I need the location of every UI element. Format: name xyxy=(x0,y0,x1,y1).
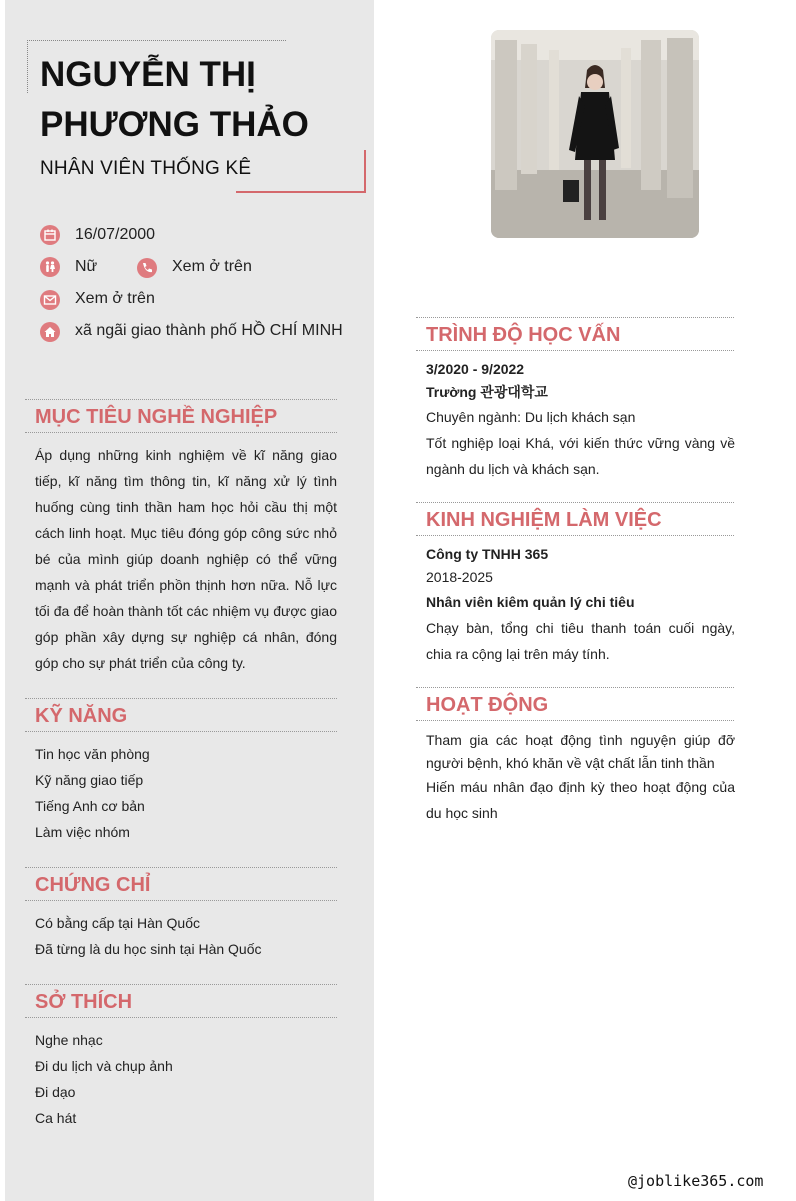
gender: Nữ xyxy=(75,258,98,275)
skill-item: Tin học văn phòng xyxy=(35,746,150,762)
profile-photo xyxy=(491,30,699,238)
education-major: Chuyên ngành: Du lịch khách sạn xyxy=(426,409,636,425)
gender-icon xyxy=(40,257,60,277)
skill-item: Làm việc nhóm xyxy=(35,824,130,840)
experience-company: Công ty TNHH 365 xyxy=(426,546,549,562)
full-name xyxy=(40,50,360,150)
activities-title: HOẠT ĐỘNG xyxy=(416,687,734,721)
education-school: Trường 관광대학교 xyxy=(426,384,548,400)
experience-period: 2018-2025 xyxy=(426,569,493,585)
experience-position: Nhân viên kiêm quản lý chi tiêu xyxy=(426,594,635,610)
address: xã ngãi giao thành phố HỒ CHÍ MINH xyxy=(75,322,343,339)
skills-title: KỸ NĂNG xyxy=(25,698,337,732)
phone: Xem ở trên xyxy=(172,258,252,275)
experience-description: Chạy bàn, tổng chi tiêu thanh toán cuối ngày, chia ra cộng lại trên máy tính. xyxy=(426,620,735,662)
hobbies-title: SỞ THÍCH xyxy=(25,984,337,1018)
home-icon xyxy=(40,322,60,342)
certificates-title: CHỨNG CHỈ xyxy=(25,867,337,901)
title-underline-decoration xyxy=(236,150,366,193)
hobby-item: Ca hát xyxy=(35,1110,77,1126)
watermark: @joblike365.com xyxy=(628,1172,764,1190)
hobby-item: Đi dạo xyxy=(35,1084,76,1100)
objective-text: Áp dụng những kinh nghiệm về kĩ năng giao tiếp, kĩ năng tìm thông tin, kĩ năng xử lý tình huống cùng tinh thần ham học hỏi cầu thị một cách linh hoạt. Mục tiêu đóng góp công sức nhỏ bé của mình giúp doanh nghiệp có thể vững mạnh và phát triển phồn thịnh hơn nữa. Nỗ lực tối đa để hoàn thành tốt các nhiệm vụ được giao góp phần xây dựng sự nghiệp cá nhân, đóng góp cho sự phát triển của công ty. xyxy=(35,447,337,671)
calendar-icon xyxy=(40,225,60,245)
certificate-item: Có bằng cấp tại Hàn Quốc xyxy=(35,915,200,931)
education-period: 3/2020 - 9/2022 xyxy=(426,361,525,377)
job-title: NHÂN VIÊN THỐNG KÊ xyxy=(40,158,252,179)
experience-title: KINH NGHIỆM LÀM VIỆC xyxy=(416,502,734,536)
hobby-item: Nghe nhạc xyxy=(35,1032,103,1048)
name-line-2: PHƯƠNG THẢO xyxy=(40,105,309,144)
education-description: Tốt nghiệp loại Khá, với kiến thức vững vàng về ngành du lịch và khách sạn. xyxy=(426,435,735,477)
birthday: 16/07/2000 xyxy=(75,226,156,243)
email: Xem ở trên xyxy=(75,290,155,307)
activity-item: Tham gia các hoạt động tình nguyện giúp đỡ người bệnh, khó khăn về vật chất lẫn tinh thần xyxy=(426,732,735,771)
skill-item: Tiếng Anh cơ bản xyxy=(35,798,145,814)
hobby-item: Đi du lịch và chụp ảnh xyxy=(35,1058,173,1074)
activity-item: Hiến máu nhân đạo định kỳ theo hoạt động của du học sinh xyxy=(426,779,735,821)
name-line-1: NGUYỄN THỊ xyxy=(40,55,256,94)
education-title: TRÌNH ĐỘ HỌC VẤN xyxy=(416,317,734,351)
skill-item: Kỹ năng giao tiếp xyxy=(35,772,144,788)
certificate-item: Đã từng là du học sinh tại Hàn Quốc xyxy=(35,941,262,957)
email-icon xyxy=(40,290,60,310)
phone-icon xyxy=(137,258,157,278)
objective-title: MỤC TIÊU NGHỀ NGHIỆP xyxy=(25,399,337,433)
